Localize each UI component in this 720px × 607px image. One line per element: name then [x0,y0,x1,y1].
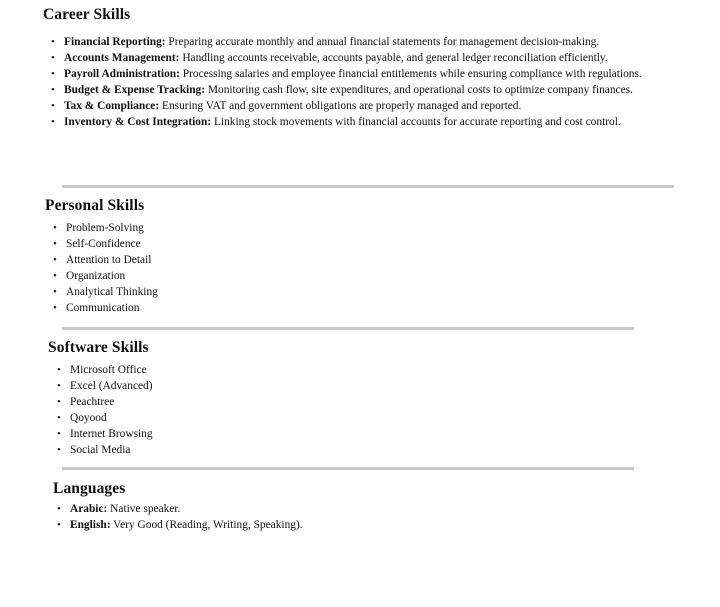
item-term: Inventory & Cost Integration: [64,116,212,128]
bullet-icon: • [51,52,55,64]
list-item [0,394,720,410]
item-text: Preparing accurate monthly and annual financial statements for management decision-making. [165,36,600,48]
bullet-icon: • [51,36,55,48]
languages-list [0,501,720,533]
bullet-icon: • [51,116,55,128]
list-item [0,378,720,394]
item-term: Tax & Compliance: [64,100,160,112]
item-text: Organization [66,270,126,282]
bullet-icon: • [57,503,61,515]
item-text: Processing salaries and employee financial entitlements while ensuring compliance with regulations. [179,68,642,80]
bullet-icon: • [57,428,61,440]
item-text: Attention to Detail [66,254,152,266]
list-item [0,300,720,316]
item-text: Monitoring cash flow, site expenditures, and operational costs to optimize company finances. [205,84,633,96]
item-term: Arabic: [70,503,108,515]
item-text: Qoyood [70,412,107,424]
item-text: Analytical Thinking [66,286,158,298]
item-text: Native speaker. [107,503,181,515]
list-item [0,442,720,458]
list-item [0,268,720,284]
list-item [0,66,720,82]
software-skills-section [0,338,720,458]
item-text: Social Media [70,444,131,456]
item-text: Very Good (Reading, Writing, Speaking). [110,519,303,531]
bullet-icon: • [51,68,55,80]
item-text: Excel (Advanced) [70,380,153,392]
personal-skills-list [0,220,720,316]
career-skills-section [0,5,720,130]
item-text: Communication [66,302,140,314]
section-divider [62,467,634,470]
item-text: Microsoft Office [70,364,147,376]
list-item [0,34,720,50]
bullet-icon: • [51,84,55,96]
bullet-icon: • [57,396,61,408]
item-text: Peachtree [70,396,115,408]
item-text: Self-Confidence [66,238,141,250]
career-skills-heading: Career Skills [43,6,131,23]
list-item [0,517,720,533]
personal-skills-section [0,196,720,316]
languages-section [0,479,720,533]
bullet-icon: • [53,270,57,282]
list-item [0,50,720,66]
bullet-icon: • [57,364,61,376]
item-text: Problem-Solving [66,222,144,234]
list-item [0,252,720,268]
item-term: Accounts Management: [64,52,180,64]
list-item [0,220,720,236]
career-skills-list [0,34,720,130]
bullet-icon: • [53,302,57,314]
list-item [0,362,720,378]
item-text: Ensuring VAT and government obligations are properly managed and reported. [159,100,522,112]
software-skills-list [0,362,720,458]
list-item [0,501,720,517]
bullet-icon: • [57,412,61,424]
languages-heading: Languages [53,480,126,497]
item-text: Linking stock movements with financial accounts for accurate reporting and cost control. [211,116,621,128]
list-item [0,284,720,300]
bullet-icon: • [51,100,55,112]
section-divider [62,327,634,330]
list-item [0,82,720,98]
section-divider [62,185,674,188]
list-item [0,114,720,130]
item-term: Financial Reporting: [64,36,166,48]
bullet-icon: • [57,444,61,456]
item-text: Internet Browsing [70,428,153,440]
list-item [0,236,720,252]
item-term: Payroll Administration: [64,68,180,80]
bullet-icon: • [53,222,57,234]
list-item [0,426,720,442]
item-text: Handling accounts receivable, accounts payable, and general ledger reconciliation efficiently. [179,52,608,64]
personal-skills-heading: Personal Skills [45,197,145,214]
bullet-icon: • [57,519,61,531]
bullet-icon: • [53,286,57,298]
software-skills-heading: Software Skills [48,339,149,356]
list-item [0,98,720,114]
item-term: English: [70,519,111,531]
bullet-icon: • [53,238,57,250]
bullet-icon: • [53,254,57,266]
list-item [0,410,720,426]
bullet-icon: • [57,380,61,392]
item-term: Budget & Expense Tracking: [64,84,206,96]
